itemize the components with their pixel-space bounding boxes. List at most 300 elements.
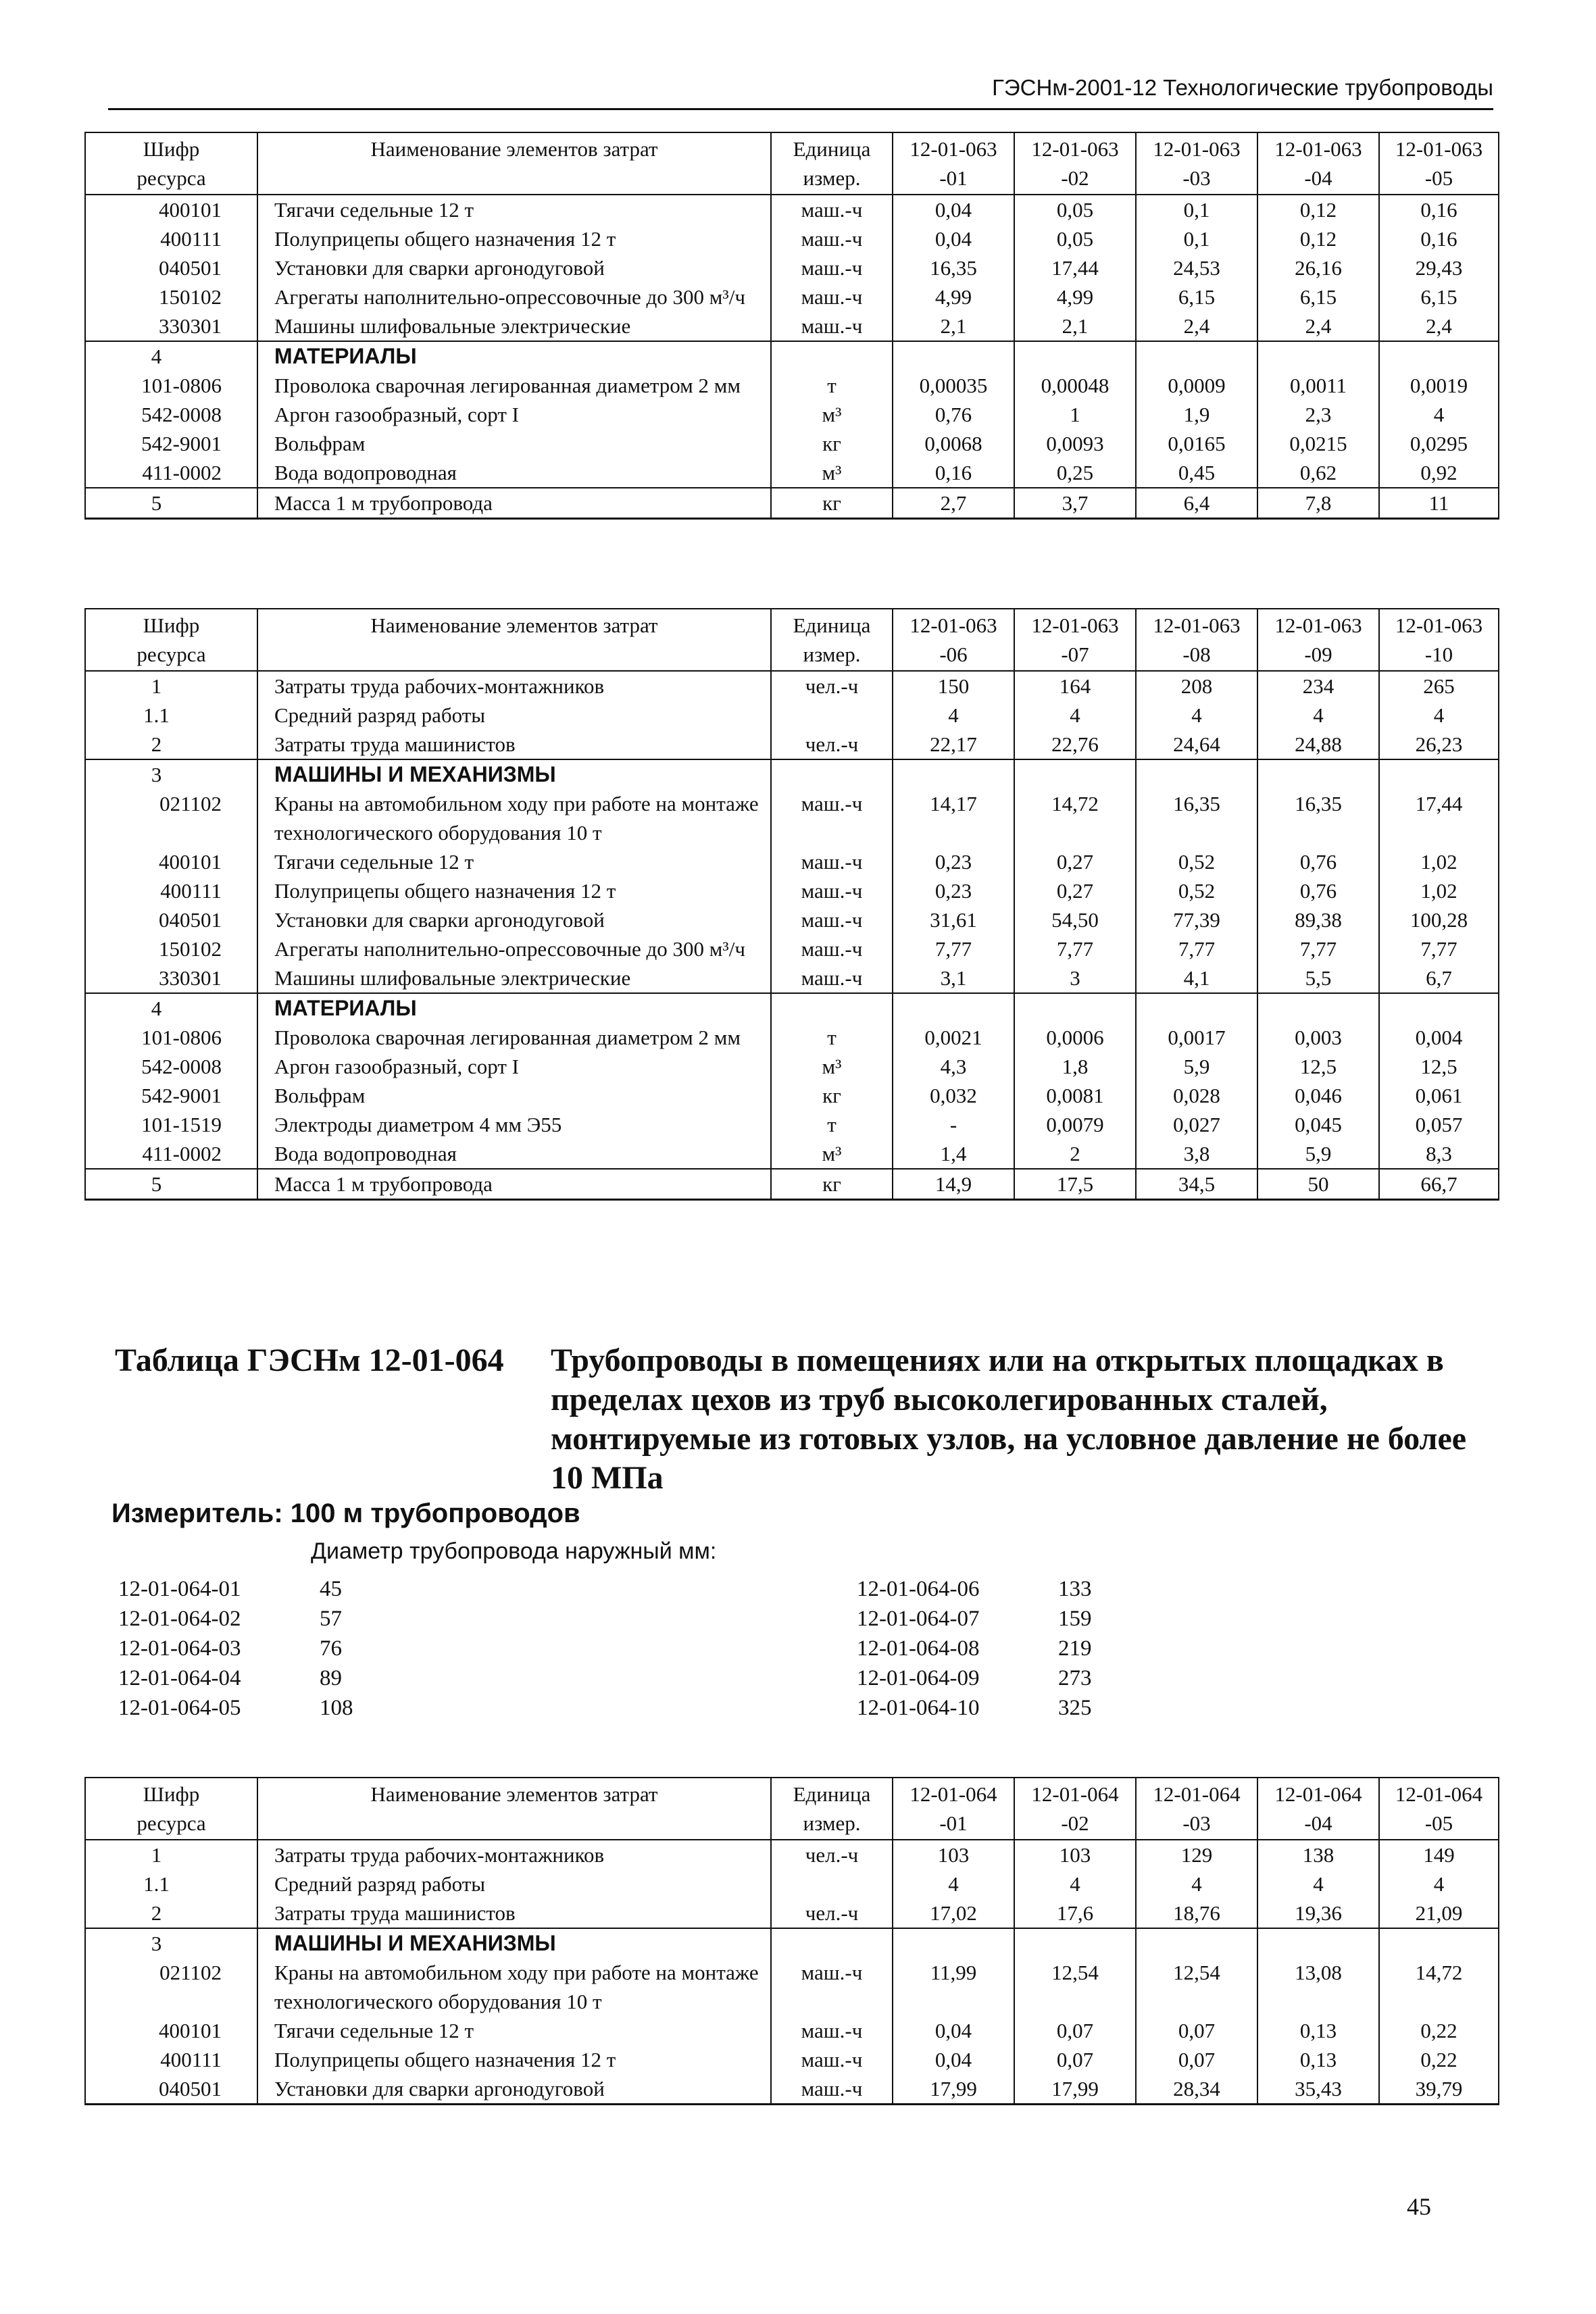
norm-value: - xyxy=(893,1110,1014,1139)
diameter-label: Диаметр трубопровода наружный мм: xyxy=(311,1538,717,1564)
resource-code: 101-1519 xyxy=(85,1110,257,1139)
resource-unit: кг xyxy=(771,488,893,519)
norm-value: 0,13 xyxy=(1257,2045,1379,2074)
norm-value: 0,25 xyxy=(1014,458,1136,488)
norm-value: 0,032 xyxy=(893,1081,1014,1110)
norm-value: 4,99 xyxy=(893,282,1014,311)
table-row xyxy=(85,253,1499,282)
norm-value: 4 xyxy=(1379,701,1499,730)
norm-value: 4 xyxy=(1257,1869,1379,1898)
norm-value xyxy=(1014,759,1136,789)
header-unit: Единица измер. xyxy=(771,132,893,195)
norm-value xyxy=(1136,341,1257,371)
diameter-value: 45 xyxy=(320,1577,342,1601)
resource-table-063-01-05 xyxy=(84,132,1499,520)
norm-value: 14,72 xyxy=(1014,789,1136,847)
diameter-list-item xyxy=(857,1604,1092,1634)
norm-value: 0,76 xyxy=(1257,876,1379,905)
resource-code: 021102 xyxy=(85,1958,257,2016)
resource-unit xyxy=(771,1928,893,1958)
diameter-norm-code: 12-01-064-10 xyxy=(857,1696,980,1720)
diameter-value: 219 xyxy=(1058,1636,1092,1661)
diameter-list-item xyxy=(857,1634,1092,1663)
resource-code: 150102 xyxy=(85,282,257,311)
norm-value: 0,046 xyxy=(1257,1081,1379,1110)
diameter-norm-code: 12-01-064-06 xyxy=(857,1577,980,1601)
norm-value: 1,02 xyxy=(1379,847,1499,876)
resource-unit: т xyxy=(771,1110,893,1139)
diameter-value: 133 xyxy=(1058,1577,1092,1601)
resource-unit: маш.-ч xyxy=(771,195,893,224)
resource-name: Затраты труда машинистов xyxy=(257,1898,771,1928)
header-norm-code: 12-01-064-04 xyxy=(1257,1778,1379,1840)
resource-unit: маш.-ч xyxy=(771,253,893,282)
resource-unit: м³ xyxy=(771,1052,893,1081)
norm-value: 0,52 xyxy=(1136,876,1257,905)
resource-name: Вода водопроводная xyxy=(257,458,771,488)
norm-value: 2,4 xyxy=(1136,311,1257,341)
norm-value: 14,72 xyxy=(1379,1958,1499,2016)
resource-unit: маш.-ч xyxy=(771,876,893,905)
resource-name: Краны на автомобильном ходу при работе на монтаже технологического оборудования 10 т xyxy=(257,1958,771,2016)
resource-unit xyxy=(771,1869,893,1898)
table-row xyxy=(85,1052,1499,1081)
norm-value: 22,76 xyxy=(1014,730,1136,759)
diameter-value: 325 xyxy=(1058,1696,1092,1720)
resource-name: Проволока сварочная легированная диаметром 2 мм xyxy=(257,1023,771,1052)
norm-value: 4 xyxy=(1014,1869,1136,1898)
table-row xyxy=(85,1898,1499,1928)
diameter-norm-code: 12-01-064-01 xyxy=(118,1577,241,1601)
norm-value: 3,8 xyxy=(1136,1139,1257,1169)
header-norm-code: 12-01-063-05 xyxy=(1379,132,1499,195)
norm-value: 6,15 xyxy=(1379,282,1499,311)
norm-value: 2,4 xyxy=(1257,311,1379,341)
diameter-list-item xyxy=(857,1663,1092,1693)
norm-value: 149 xyxy=(1379,1840,1499,1869)
resource-code: 542-9001 xyxy=(85,429,257,458)
resource-code: 101-0806 xyxy=(85,371,257,400)
norm-value xyxy=(1136,993,1257,1023)
table-row xyxy=(85,224,1499,253)
table-row xyxy=(85,963,1499,993)
resource-name: Машины шлифовальные электрические xyxy=(257,311,771,341)
resource-name: Полуприцепы общего назначения 12 т xyxy=(257,224,771,253)
header-norm-code: 12-01-063-02 xyxy=(1014,132,1136,195)
resource-code: 330301 xyxy=(85,963,257,993)
running-header xyxy=(108,68,1493,110)
resource-unit: маш.-ч xyxy=(771,282,893,311)
resource-unit xyxy=(771,341,893,371)
header-norm-code: 12-01-063-01 xyxy=(893,132,1014,195)
norm-value: 0,16 xyxy=(1379,195,1499,224)
resource-unit: маш.-ч xyxy=(771,789,893,847)
table-row xyxy=(85,371,1499,400)
norm-value: 7,77 xyxy=(1014,934,1136,963)
resource-code: 330301 xyxy=(85,311,257,341)
norm-value: 0,04 xyxy=(893,224,1014,253)
resource-unit: чел.-ч xyxy=(771,730,893,759)
resource-unit: кг xyxy=(771,429,893,458)
norm-value: 13,08 xyxy=(1257,1958,1379,2016)
norm-value: 0,05 xyxy=(1014,195,1136,224)
header-norm-code: 12-01-063-08 xyxy=(1136,609,1257,671)
resource-code: 400111 xyxy=(85,876,257,905)
norm-value: 0,045 xyxy=(1257,1110,1379,1139)
norm-value: 12,5 xyxy=(1257,1052,1379,1081)
norm-value: 7,77 xyxy=(1257,934,1379,963)
resource-unit: маш.-ч xyxy=(771,934,893,963)
diameter-norm-code: 12-01-064-05 xyxy=(118,1696,241,1720)
diameter-list-item xyxy=(118,1663,353,1693)
diameter-norm-code: 12-01-064-03 xyxy=(118,1636,241,1661)
resource-name: Средний разряд работы xyxy=(257,701,771,730)
norm-value: 7,8 xyxy=(1257,488,1379,519)
norm-value: 0,1 xyxy=(1136,224,1257,253)
resource-code: 400101 xyxy=(85,847,257,876)
resource-code: 400111 xyxy=(85,2045,257,2074)
diameter-norm-code: 12-01-064-02 xyxy=(118,1607,241,1631)
norm-value: 35,43 xyxy=(1257,2074,1379,2105)
section-row xyxy=(85,993,1499,1023)
resource-unit xyxy=(771,993,893,1023)
norm-value: 0,12 xyxy=(1257,224,1379,253)
norm-value xyxy=(893,1928,1014,1958)
norm-value: 4,1 xyxy=(1136,963,1257,993)
norm-value: 0,061 xyxy=(1379,1081,1499,1110)
header-code: Шифр ресурса xyxy=(85,132,257,195)
norm-value: 19,36 xyxy=(1257,1898,1379,1928)
norm-value: 24,53 xyxy=(1136,253,1257,282)
resource-unit: м³ xyxy=(771,458,893,488)
table-header-row xyxy=(85,1778,1499,1840)
norm-value: 4 xyxy=(893,701,1014,730)
norm-value: 1,9 xyxy=(1136,400,1257,429)
resource-code: 542-0008 xyxy=(85,400,257,429)
header-norm-code: 12-01-063-10 xyxy=(1379,609,1499,671)
header-code: Шифр ресурса xyxy=(85,609,257,671)
resource-name: Электроды диаметром 4 мм Э55 xyxy=(257,1110,771,1139)
norm-value: 12,5 xyxy=(1379,1052,1499,1081)
norm-value: 0,45 xyxy=(1136,458,1257,488)
norm-value: 7,77 xyxy=(1136,934,1257,963)
norm-value: 31,61 xyxy=(893,905,1014,934)
norm-value: 11 xyxy=(1379,488,1499,519)
norm-value: 12,54 xyxy=(1136,1958,1257,2016)
norm-value: 0,1 xyxy=(1136,195,1257,224)
resource-unit: м³ xyxy=(771,400,893,429)
norm-value: 0,04 xyxy=(893,195,1014,224)
norm-value: 0,0011 xyxy=(1257,371,1379,400)
header-name: Наименование элементов затрат xyxy=(257,609,771,671)
norm-value: 0,07 xyxy=(1136,2016,1257,2045)
norm-value: 22,17 xyxy=(893,730,1014,759)
norm-value: 50 xyxy=(1257,1169,1379,1200)
resource-name: МАШИНЫ И МЕХАНИЗМЫ xyxy=(257,759,771,789)
resource-unit: чел.-ч xyxy=(771,1840,893,1869)
norm-value: 17,44 xyxy=(1014,253,1136,282)
norm-value xyxy=(1014,1928,1136,1958)
table-row xyxy=(85,2045,1499,2074)
norm-value: 0,0093 xyxy=(1014,429,1136,458)
resource-name: Тягачи седельные 12 т xyxy=(257,847,771,876)
header-name: Наименование элементов затрат xyxy=(257,1778,771,1840)
resource-name: Аргон газообразный, сорт I xyxy=(257,400,771,429)
table-row xyxy=(85,1169,1499,1200)
norm-value: 0,92 xyxy=(1379,458,1499,488)
norm-value: 0,0019 xyxy=(1379,371,1499,400)
norm-value: 2,1 xyxy=(1014,311,1136,341)
resource-name: Установки для сварки аргонодуговой xyxy=(257,253,771,282)
header-norm-code: 12-01-064-02 xyxy=(1014,1778,1136,1840)
norm-value: 0,62 xyxy=(1257,458,1379,488)
resource-code: 3 xyxy=(85,1928,257,1958)
norm-value: 234 xyxy=(1257,671,1379,701)
norm-value xyxy=(1136,759,1257,789)
resource-code: 5 xyxy=(85,1169,257,1200)
norm-value: 0,0006 xyxy=(1014,1023,1136,1052)
resource-code: 400111 xyxy=(85,224,257,253)
table-row xyxy=(85,429,1499,458)
norm-value: 1,4 xyxy=(893,1139,1014,1169)
norm-value: 14,9 xyxy=(893,1169,1014,1200)
header-unit: Единица измер. xyxy=(771,1778,893,1840)
header-norm-code: 12-01-063-06 xyxy=(893,609,1014,671)
resource-code: 3 xyxy=(85,759,257,789)
norm-value: 0,0021 xyxy=(893,1023,1014,1052)
norm-value: 21,09 xyxy=(1379,1898,1499,1928)
diameter-norm-code: 12-01-064-09 xyxy=(857,1666,980,1690)
table-row xyxy=(85,458,1499,488)
norm-value: 0,003 xyxy=(1257,1023,1379,1052)
resource-unit: маш.-ч xyxy=(771,224,893,253)
norm-value: 4,3 xyxy=(893,1052,1014,1081)
norm-value: 4 xyxy=(1379,400,1499,429)
table-row xyxy=(85,1139,1499,1169)
resource-name: Вольфрам xyxy=(257,1081,771,1110)
norm-value: 16,35 xyxy=(1136,789,1257,847)
header-code: Шифр ресурса xyxy=(85,1778,257,1840)
norm-value: 77,39 xyxy=(1136,905,1257,934)
table-row xyxy=(85,1110,1499,1139)
norm-value: 89,38 xyxy=(1257,905,1379,934)
norm-value: 7,77 xyxy=(1379,934,1499,963)
section-row xyxy=(85,759,1499,789)
norm-value: 17,02 xyxy=(893,1898,1014,1928)
resource-unit: чел.-ч xyxy=(771,671,893,701)
resource-name: Полуприцепы общего назначения 12 т xyxy=(257,876,771,905)
norm-value: 0,07 xyxy=(1136,2045,1257,2074)
norm-value xyxy=(1257,759,1379,789)
diameter-list-item xyxy=(118,1693,353,1723)
resource-name: МАШИНЫ И МЕХАНИЗМЫ xyxy=(257,1928,771,1958)
diameter-value: 159 xyxy=(1058,1607,1092,1631)
resource-name: Агрегаты наполнительно-опрессовочные до 300 м³/ч xyxy=(257,934,771,963)
norm-value: 16,35 xyxy=(893,253,1014,282)
table-title: Трубопроводы в помещениях или на открытых площадках в пределах цехов из труб высоколегированных сталей, монтируемые из готовых узлов, на условное давление не более 10 МПа xyxy=(551,1342,1467,1496)
table-row xyxy=(85,400,1499,429)
norm-value: 0,00035 xyxy=(893,371,1014,400)
norm-value: 26,23 xyxy=(1379,730,1499,759)
norm-value: 4 xyxy=(1014,701,1136,730)
resource-code: 5 xyxy=(85,488,257,519)
norm-value: 2,4 xyxy=(1379,311,1499,341)
diameter-list-item xyxy=(857,1574,1092,1604)
resource-name: Установки для сварки аргонодуговой xyxy=(257,905,771,934)
norm-value: 0,027 xyxy=(1136,1110,1257,1139)
resource-unit: м³ xyxy=(771,1139,893,1169)
resource-name: Вольфрам xyxy=(257,429,771,458)
resource-unit: т xyxy=(771,1023,893,1052)
norm-value: 0,27 xyxy=(1014,847,1136,876)
resource-name: Тягачи седельные 12 т xyxy=(257,2016,771,2045)
diameter-list-item xyxy=(118,1604,353,1634)
norm-value: 0,0079 xyxy=(1014,1110,1136,1139)
resource-name: Аргон газообразный, сорт I xyxy=(257,1052,771,1081)
resource-unit: кг xyxy=(771,1081,893,1110)
norm-value: 0,0165 xyxy=(1136,429,1257,458)
running-header-title: ГЭСНм-2001-12 Технологические трубопроводы xyxy=(992,75,1493,100)
norm-value: 0,76 xyxy=(1257,847,1379,876)
norm-value: 0,12 xyxy=(1257,195,1379,224)
norm-value: 5,9 xyxy=(1136,1052,1257,1081)
norm-value: 0,0215 xyxy=(1257,429,1379,458)
norm-value xyxy=(1257,341,1379,371)
resource-unit: кг xyxy=(771,1169,893,1200)
table-row xyxy=(85,282,1499,311)
norm-value: 7,77 xyxy=(893,934,1014,963)
norm-value xyxy=(893,341,1014,371)
resource-unit: маш.-ч xyxy=(771,2016,893,2045)
diameter-list-left xyxy=(118,1574,353,1723)
resource-name: Затраты труда рабочих-монтажников xyxy=(257,1840,771,1869)
table-row xyxy=(85,1958,1499,2016)
resource-code: 2 xyxy=(85,1898,257,1928)
resource-code: 150102 xyxy=(85,934,257,963)
norm-value: 2 xyxy=(1014,1139,1136,1169)
norm-value: 0,028 xyxy=(1136,1081,1257,1110)
norm-value: 0,04 xyxy=(893,2016,1014,2045)
table-row xyxy=(85,905,1499,934)
resource-table-064-01-05 xyxy=(84,1777,1499,2105)
norm-value: 3,7 xyxy=(1014,488,1136,519)
diameter-norm-code: 12-01-064-07 xyxy=(857,1607,980,1631)
norm-value: 18,76 xyxy=(1136,1898,1257,1928)
resource-name: Средний разряд работы xyxy=(257,1869,771,1898)
header-norm-code: 12-01-064-05 xyxy=(1379,1778,1499,1840)
norm-value: 26,16 xyxy=(1257,253,1379,282)
norm-value xyxy=(1379,759,1499,789)
norm-value xyxy=(1257,993,1379,1023)
resource-code: 400101 xyxy=(85,195,257,224)
norm-value: 16,35 xyxy=(1257,789,1379,847)
norm-value: 24,64 xyxy=(1136,730,1257,759)
resource-unit: чел.-ч xyxy=(771,1898,893,1928)
norm-value: 0,76 xyxy=(893,400,1014,429)
norm-value: 3,1 xyxy=(893,963,1014,993)
resource-code: 542-0008 xyxy=(85,1052,257,1081)
norm-value: 4 xyxy=(893,1869,1014,1898)
resource-name: Установки для сварки аргонодуговой xyxy=(257,2074,771,2105)
norm-value: 100,28 xyxy=(1379,905,1499,934)
table-row xyxy=(85,1023,1499,1052)
norm-value: 28,34 xyxy=(1136,2074,1257,2105)
resource-code: 542-9001 xyxy=(85,1081,257,1110)
norm-value: 24,88 xyxy=(1257,730,1379,759)
norm-value: 6,4 xyxy=(1136,488,1257,519)
norm-value: 0,04 xyxy=(893,2045,1014,2074)
norm-value: 0,13 xyxy=(1257,2016,1379,2045)
resource-name: Тягачи седельные 12 т xyxy=(257,195,771,224)
norm-value: 150 xyxy=(893,671,1014,701)
table-row xyxy=(85,2074,1499,2105)
norm-value: 6,15 xyxy=(1136,282,1257,311)
table-row xyxy=(85,730,1499,759)
table-row xyxy=(85,876,1499,905)
resource-name: Затраты труда рабочих-монтажников xyxy=(257,671,771,701)
diameter-norm-code: 12-01-064-08 xyxy=(857,1636,980,1661)
norm-value: 0,27 xyxy=(1014,876,1136,905)
norm-value xyxy=(1379,341,1499,371)
norm-value: 4 xyxy=(1136,1869,1257,1898)
section-row xyxy=(85,341,1499,371)
resource-code: 4 xyxy=(85,341,257,371)
norm-value: 4 xyxy=(1136,701,1257,730)
header-norm-code: 12-01-064-03 xyxy=(1136,1778,1257,1840)
table-row xyxy=(85,671,1499,701)
resource-unit: маш.-ч xyxy=(771,1958,893,2016)
table-row xyxy=(85,1081,1499,1110)
diameter-value: 108 xyxy=(320,1696,353,1720)
norm-value: 14,17 xyxy=(893,789,1014,847)
norm-value: 17,5 xyxy=(1014,1169,1136,1200)
norm-value: 0,05 xyxy=(1014,224,1136,253)
norm-value: 3 xyxy=(1014,963,1136,993)
norm-value: 0,0081 xyxy=(1014,1081,1136,1110)
page-number: 45 xyxy=(1407,2193,1431,2220)
header-norm-code: 12-01-063-07 xyxy=(1014,609,1136,671)
norm-value xyxy=(893,993,1014,1023)
norm-value: 29,43 xyxy=(1379,253,1499,282)
resource-name: Проволока сварочная легированная диаметром 2 мм xyxy=(257,371,771,400)
norm-value: 0,0068 xyxy=(893,429,1014,458)
norm-value: 0,22 xyxy=(1379,2045,1499,2074)
header-norm-code: 12-01-063-03 xyxy=(1136,132,1257,195)
resource-name: МАТЕРИАЛЫ xyxy=(257,993,771,1023)
resource-code: 1.1 xyxy=(85,1869,257,1898)
norm-value xyxy=(893,759,1014,789)
resource-name: Затраты труда машинистов xyxy=(257,730,771,759)
diameter-value: 273 xyxy=(1058,1666,1092,1690)
diameter-value: 76 xyxy=(320,1636,342,1661)
norm-value: 39,79 xyxy=(1379,2074,1499,2105)
norm-value: 4 xyxy=(1379,1869,1499,1898)
resource-code: 411-0002 xyxy=(85,458,257,488)
resource-name: Полуприцепы общего назначения 12 т xyxy=(257,2045,771,2074)
norm-value: 2,1 xyxy=(893,311,1014,341)
table-row xyxy=(85,488,1499,519)
resource-unit: маш.-ч xyxy=(771,2074,893,2105)
norm-value: 164 xyxy=(1014,671,1136,701)
norm-value: 12,54 xyxy=(1014,1958,1136,2016)
header-norm-code: 12-01-063-09 xyxy=(1257,609,1379,671)
header-norm-code: 12-01-064-01 xyxy=(893,1778,1014,1840)
diameter-list-item xyxy=(118,1574,353,1604)
unit-of-measure: Измеритель: 100 м трубопроводов xyxy=(111,1499,580,1528)
norm-value: 17,6 xyxy=(1014,1898,1136,1928)
header-norm-code: 12-01-063-04 xyxy=(1257,132,1379,195)
diameter-list-item xyxy=(857,1693,1092,1723)
